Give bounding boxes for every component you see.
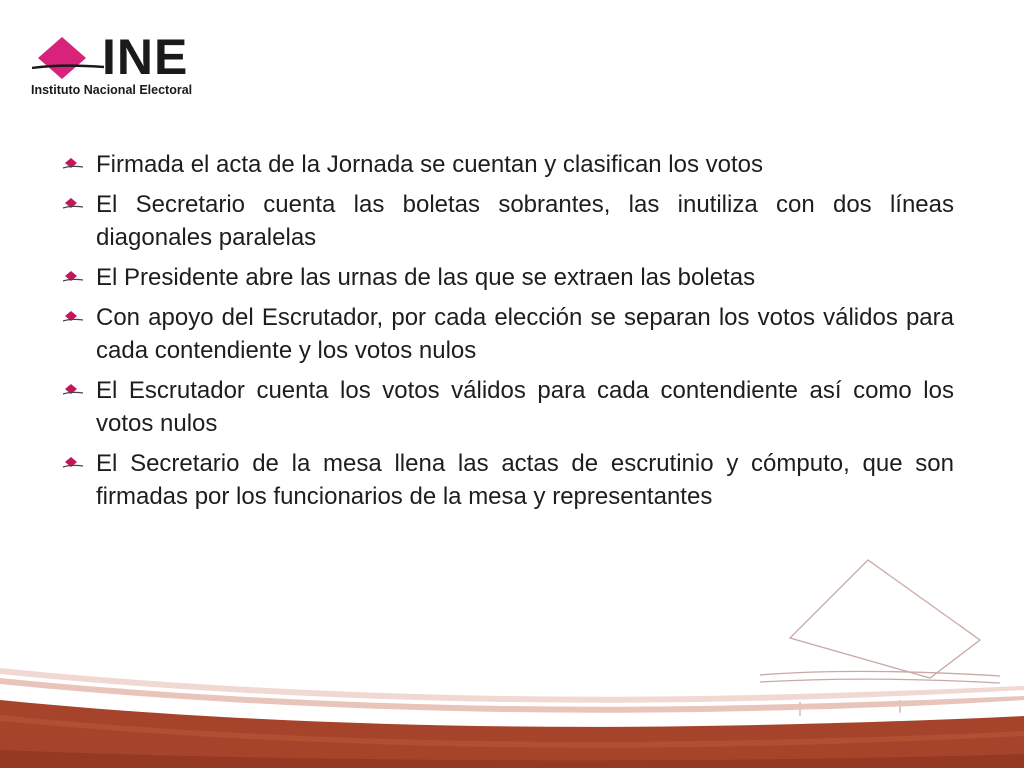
diamond-bullet-icon (62, 196, 84, 214)
bullet-text: Con apoyo del Escrutador, por cada elección se separan los votos válidos para cada contendiente y los votos nulos (96, 304, 954, 364)
logo-subtitle: Instituto Nacional Electoral (31, 83, 193, 97)
bullet-item (62, 188, 954, 254)
bullet-text: El Presidente abre las urnas de las que se extraen las boletas (96, 264, 756, 291)
bullet-item (62, 447, 954, 513)
bullet-text: El Secretario cuenta las boletas sobrantes, las inutiliza con dos líneas diagonales paralelas (96, 191, 954, 251)
footer-decoration (0, 540, 1024, 768)
ine-logo (24, 30, 244, 102)
logo-brand-text: INE (102, 29, 189, 85)
diamond-bullet-icon (62, 455, 84, 473)
bullet-text: El Secretario de la mesa llena las actas de escrutinio y cómputo, que son firmadas por los funcionarios de la mesa y representantes (96, 450, 954, 510)
diamond-bullet-icon (62, 156, 84, 174)
bullet-text: Firmada el acta de la Jornada se cuentan y clasifican los votos (96, 151, 764, 178)
diamond-bullet-icon (62, 382, 84, 400)
slide-content (62, 148, 954, 520)
ine-diamond-logo-icon (32, 34, 112, 82)
diamond-bullet-icon (62, 309, 84, 327)
bullet-item (62, 374, 954, 440)
bullet-item (62, 148, 954, 181)
bullet-text: El Escrutador cuenta los votos válidos para cada contendiente así como los votos nulos (96, 377, 954, 437)
diamond-bullet-icon (62, 269, 84, 287)
bullet-list (62, 148, 954, 513)
bullet-item (62, 261, 954, 294)
bullet-item (62, 301, 954, 367)
